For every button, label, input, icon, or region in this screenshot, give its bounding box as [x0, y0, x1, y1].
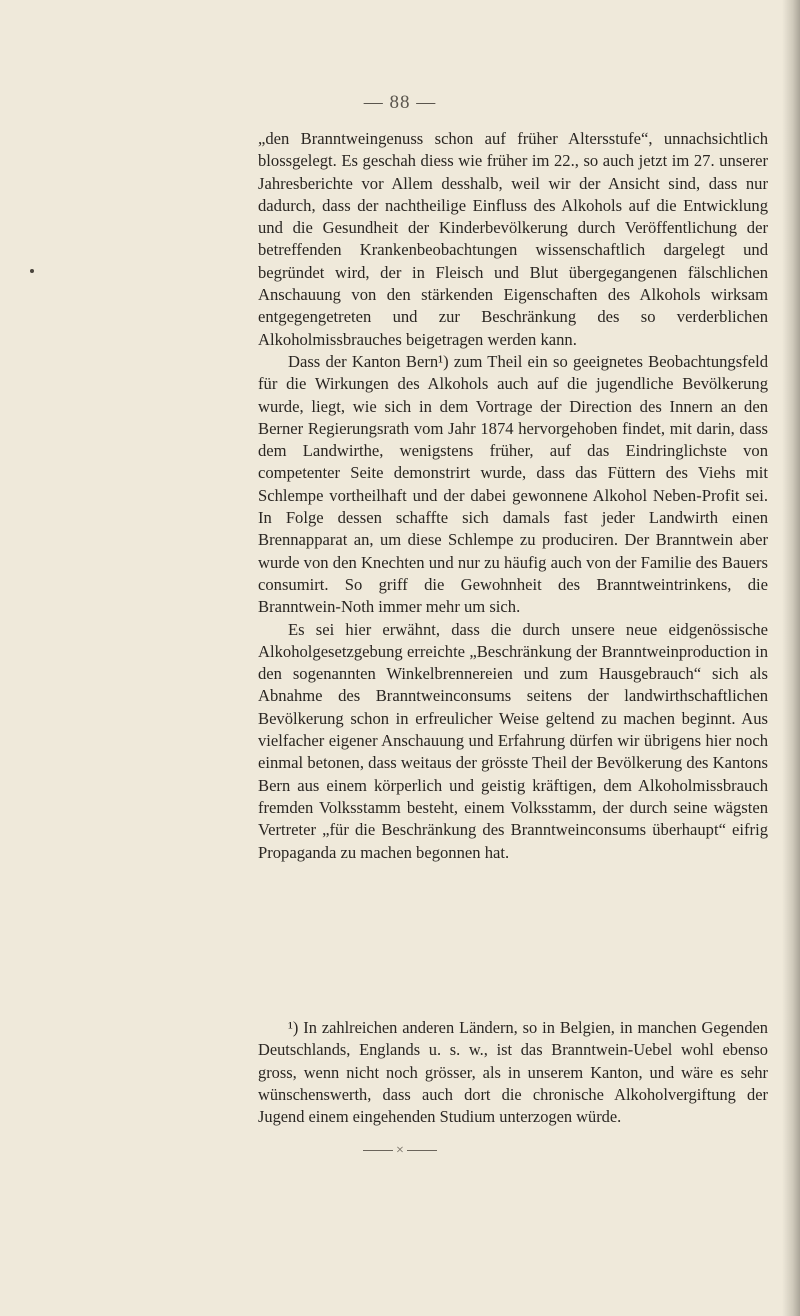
- footnote-text: ¹) In zahlreichen anderen Ländern, so in Belgien, in manchen Gegenden Deutschlands, Englands u. s. w., ist das Branntwein-Uebel wohl ebenso gross, wenn nicht noch grösser, als in unserem Kanton, und wäre es sehr wünschenswerth, dass auch dort die chronische Alkoholvergiftung der Jugend einem eingehenden Studium unterzogen würde.: [258, 1018, 768, 1127]
- page-number: — 88 —: [363, 92, 437, 113]
- paper-spot: [30, 269, 34, 273]
- footnote: [258, 1017, 768, 1128]
- paragraph-1: „den Branntweingenuss schon auf früher Altersstufe“, unnachsichtlich blossgelegt. Es geschah diess wie früher im 22., so auch jetzt im 27. unserer Jahresberichte vor Allem desshalb, weil wir der Ansicht sind, dass nur dadurch, dass der nachtheilige Einfluss des Alkohols auf die Entwicklung und die Gesundheit der Kinderbevölkerung durch Veröffentlichung der betreffenden Krankenbeobachtungen wissenschaftlich dargelegt und begründet wird, der in Fleisch und Blut übergegangenen fälschlichen Anschauung von den stärkenden Eigenschaften des Alkohols wirksam entgegengetreten und zur Beschränkung des so verderblichen Alkoholmissbrauches beigetragen werden kann.: [258, 129, 768, 349]
- main-text: [258, 128, 768, 864]
- ornament-rule-left: [363, 1150, 393, 1151]
- paragraph-2: Dass der Kanton Bern¹) zum Theil ein so geeignetes Beobachtungsfeld für die Wirkungen des Alkohols auch auf die jugendliche Bevölkerung wurde, liegt, wie sich in dem Vortrage der Direction des Innern an den Berner Regierungsrath vom Jahr 1874 hervorgehoben findet, mit darin, dass dem Landwirthe, wenigstens früher, auf das Eindringlichste von competenter Seite demonstrirt wurde, dass das Füttern des Viehs mit Schlempe vortheilhaft und der dabei gewonnene Alkohol Neben-Profit sei. In Folge dessen schaffte sich damals fast jeder Landwirth einen Brennapparat an, um diese Schlempe zu produciren. Der Branntwein aber wurde von den Knechten und nur zu häufig auch von der Familie des Bauers consumirt. So griff die Gewohnheit des Branntweintrinkens, die Branntwein-Noth immer mehr um sich.: [258, 351, 768, 617]
- ornament-rule-right: [407, 1150, 437, 1151]
- paragraph-3: Es sei hier erwähnt, dass die durch unsere neue eidgenössische Alkoholgesetzgebung erreichte „Beschränkung der Branntweinproduction in den sogenannten Winkelbrennereien und zum Hausgebrauch“ sich als Abnahme des Branntweinconsums seitens der landwirthschaftlichen Bevölkerung schon in erfreulicher Weise geltend zu machen beginnt. Aus vielfacher eigener Anschauung und Erfahrung dürfen wir übrigens hier noch einmal betonen, dass weitaus der grösste Theil der Bevölkerung des Kantons Bern aus einem körperlich und geistig kräftigen, dem Alkoholmissbrauch fremden Volksstamm besteht, einem Volksstamm, der durch seine wägsten Vertreter „für die Beschränkung des Branntweinconsums überhaupt“ eifrig Propaganda zu machen begonnen hat.: [258, 619, 768, 862]
- binding-edge: [782, 0, 800, 1316]
- end-ornament: [0, 1143, 800, 1159]
- ornament-cross: ×: [396, 1143, 404, 1158]
